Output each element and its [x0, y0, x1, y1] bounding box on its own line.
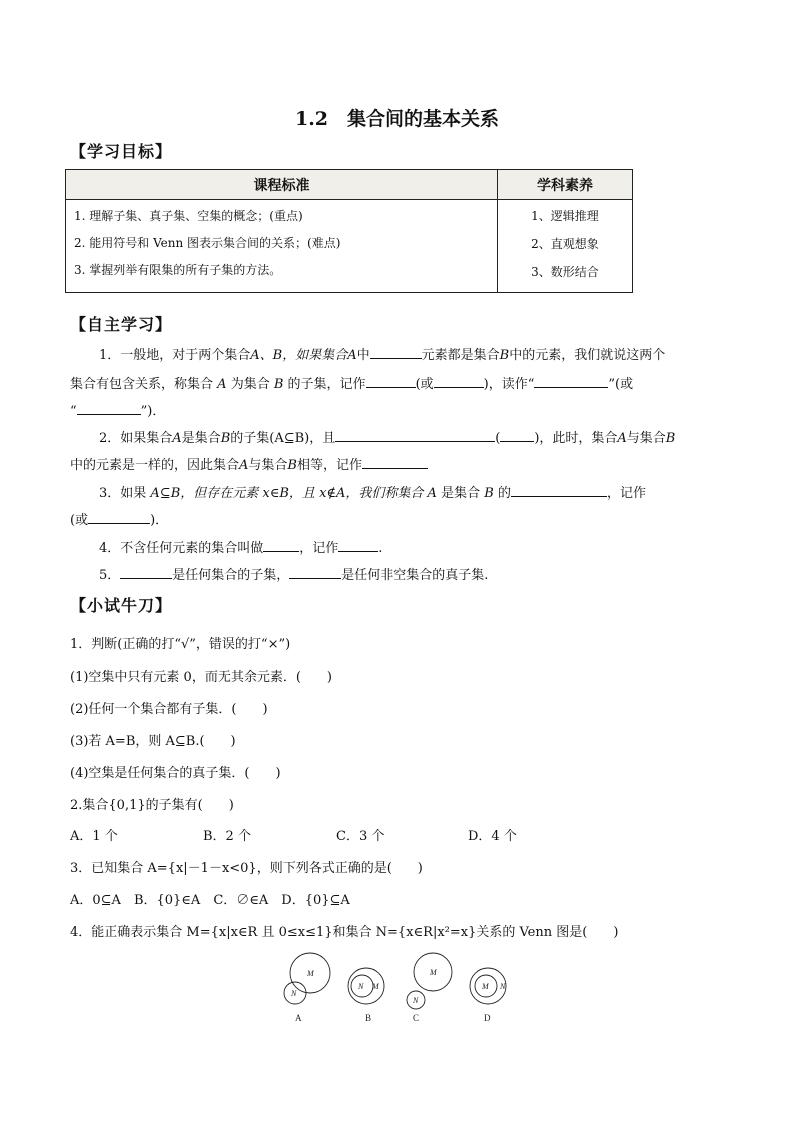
question-2: 2.集合{0,1}的子集有( ) [70, 798, 234, 813]
venn-a-label-m: M [307, 969, 314, 978]
self-study-p3-line2: (或 )． [70, 509, 168, 528]
blank[interactable] [534, 374, 608, 388]
literacy-cell [498, 200, 633, 293]
blank[interactable] [362, 455, 428, 469]
goals-table [65, 169, 633, 293]
self-study-p1-line1: 1．一般地，对于两个集合A、B，如果集合A中 元素都是集合B中的元素，我们就说这两个 [99, 344, 665, 363]
blank[interactable] [120, 565, 172, 579]
self-study-p1-line2: 集合有包含关系，称集合 A 为集合 B 的子集，记作 (或 )，读作“ ”(或 [70, 373, 633, 392]
blank[interactable] [77, 401, 141, 415]
self-study-p2-line1: 2．如果集合A是集合B的子集(A⊆B)，且 ( )，此时，集合A与集合B [99, 427, 675, 446]
question-2-option-b: B．2 个 [203, 829, 251, 844]
standard-2: 2. 能用符号和 Venn 图表示集合间的关系；(难点) [74, 236, 341, 250]
self-study-p1-line3: “ ”)． [70, 400, 165, 419]
question-1-4: (4)空集是任何集合的真子集．( ) [70, 766, 281, 781]
question-1: 1．判断(正确的打“√”，错误的打“×”) [70, 637, 291, 652]
self-study-p2-line2: 中的元素是一样的，因此集合A与集合B相等，记作 [70, 454, 428, 473]
venn-a-caption: A [295, 1013, 302, 1023]
self-study-p3-line1: 3．如果 A⊆B，但存在元素 x∈B，且 x∉A，我们称集合 A 是集合 B 的 ，记作 [99, 482, 646, 501]
standard-3: 3. 掌握列举有限集的所有子集的方法。 [74, 263, 282, 277]
blank[interactable] [511, 483, 607, 497]
blank[interactable] [338, 538, 378, 552]
venn-b-label-n: N [358, 982, 364, 991]
page-title: 1.2 集合间的基本关系 [294, 108, 500, 130]
self-study-p5: 5． 是任何集合的子集， 是任何非空集合的真子集. [99, 564, 488, 583]
section-goals-heading: 【学习目标】 [70, 142, 173, 161]
question-2-option-a: A．1 个 [70, 829, 118, 844]
venn-a-label-n: N [291, 989, 297, 998]
question-3: 3．已知集合 A={x|－1－x<0}，则下列各式正确的是( ) [70, 861, 423, 876]
question-1-2: (2)任何一个集合都有子集．( ) [70, 702, 268, 717]
section-self-study-heading: 【自主学习】 [70, 315, 173, 334]
literacy-2: 2、直观想象 [531, 237, 599, 251]
venn-d-caption: D [484, 1013, 491, 1023]
venn-c-label-m: M [430, 968, 437, 977]
question-3-options: A．0⊆A B．{0}∈A C．∅∈A D．{0}⊆A [70, 893, 350, 908]
blank[interactable] [500, 428, 534, 442]
literacy-1: 1、逻辑推理 [531, 209, 599, 223]
venn-c-label-n: N [413, 996, 419, 1005]
blank[interactable] [263, 538, 299, 552]
question-4: 4．能正确表示集合 M={x|x∈R 且 0≤x≤1}和集合 N={x∈R|x²=x}关系的 Venn 图是( ) [70, 925, 619, 940]
standards-cell [66, 200, 498, 293]
blank[interactable] [88, 510, 150, 524]
blank[interactable] [335, 428, 495, 442]
venn-d-label-m: M [482, 982, 489, 991]
literacy-3: 3、数形结合 [531, 265, 599, 279]
standard-1: 1. 理解子集、真子集、空集的概念；(重点) [74, 209, 303, 223]
venn-c-caption: C [413, 1013, 420, 1023]
venn-diagrams [270, 950, 530, 1030]
blank[interactable] [370, 345, 422, 359]
venn-b-caption: B [365, 1013, 372, 1023]
venn-b-label-m: M [372, 982, 379, 991]
header-standards: 课程标准 [66, 170, 498, 200]
header-literacy: 学科素养 [498, 170, 633, 200]
blank[interactable] [289, 565, 341, 579]
question-2-option-c: C．3 个 [336, 829, 385, 844]
question-2-option-d: D．4 个 [468, 829, 517, 844]
blank[interactable] [434, 374, 484, 388]
blank[interactable] [366, 374, 416, 388]
self-study-p4: 4．不含任何元素的集合叫做 ，记作 . [99, 537, 382, 556]
venn-d-label-n: N [500, 982, 506, 991]
question-1-3: (3)若 A=B，则 A⊆B.( ) [70, 734, 236, 749]
question-1-1: (1)空集中只有元素 0，而无其余元素．( ) [70, 670, 332, 685]
section-trial-heading: 【小试牛刀】 [70, 596, 173, 615]
